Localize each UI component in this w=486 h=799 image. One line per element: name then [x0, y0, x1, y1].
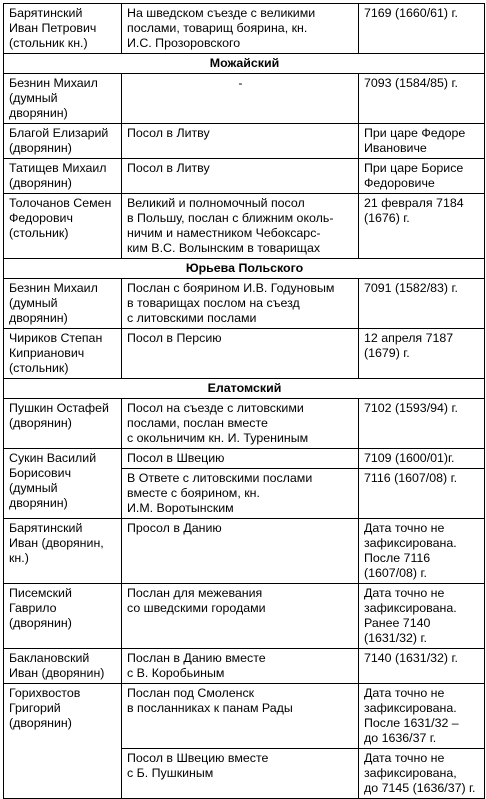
mission-cell: Посол в Литву — [122, 159, 359, 194]
mission-cell: Просол в Данию — [122, 519, 359, 584]
person-cell: Горихвостов Григорий (дворянин) — [4, 684, 122, 799]
date-cell: 7116 (1607/08) г. — [359, 469, 485, 519]
person-cell: Сукин Василий Борисович (думный дворянин) — [4, 449, 122, 519]
date-cell: Дата точно не зафиксирована. После 7116 (1607/08) г. — [359, 519, 485, 584]
date-cell: 21 февраля 7184 (1676) г. — [359, 194, 485, 259]
date-cell: 7169 (1660/61) г. — [359, 4, 485, 54]
table-row — [4, 74, 485, 124]
table-row — [4, 194, 485, 259]
person-cell: Благой Елизарий (дворянин) — [4, 124, 122, 159]
date-cell: При царе Борисе Федоровиче — [359, 159, 485, 194]
date-cell: 12 апреля 7187 (1679) г. — [359, 329, 485, 379]
person-cell: Безнин Михаил (думный дворянин) — [4, 279, 122, 329]
mission-cell: - — [122, 74, 359, 124]
person-cell: Пушкин Остафей (дворянин) — [4, 399, 122, 449]
section-title: Можайский — [4, 54, 485, 74]
table-row — [4, 449, 485, 469]
table-row — [4, 399, 485, 449]
mission-cell: Послан с боярином И.В. Годуновым в товарищах послом на съезд с литовскими послами — [122, 279, 359, 329]
date-cell: Дата точно не зафиксирована, до 7145 (1636/37) г. — [359, 749, 485, 799]
table-row — [4, 4, 485, 54]
mission-cell: На шведском съезде с великими послами, товарищ боярина, кн. И.С. Прозоровского — [122, 4, 359, 54]
section-row — [4, 54, 485, 74]
document-table — [3, 3, 485, 799]
person-cell: Чириков Степан Киприанович (стольник) — [4, 329, 122, 379]
mission-cell: Посол в Персию — [122, 329, 359, 379]
table-row — [4, 124, 485, 159]
date-cell: 7102 (1593/94) г. — [359, 399, 485, 449]
section-title: Юрьева Польского — [4, 259, 485, 279]
date-cell: Дата точно не зафиксирована. После 1631/32 – до 1636/37 г. — [359, 684, 485, 749]
table-row — [4, 649, 485, 684]
section-title: Елатомский — [4, 379, 485, 399]
date-cell: 7093 (1584/85) г. — [359, 74, 485, 124]
mission-cell: Посол в Швецию вместе с Б. Пушкиным — [122, 749, 359, 799]
table-row — [4, 584, 485, 649]
table-row — [4, 279, 485, 329]
person-cell: Барятинский Иван (дворянин, кн.) — [4, 519, 122, 584]
mission-cell: Посол на съезде с литовскими послами, послан вместе с окольничим кн. И. Турениным — [122, 399, 359, 449]
person-cell: Барятинский Иван Петрович (стольник кн.) — [4, 4, 122, 54]
table-row — [4, 519, 485, 584]
section-row — [4, 379, 485, 399]
table-row — [4, 329, 485, 379]
table-body — [4, 4, 485, 799]
table-row — [4, 159, 485, 194]
mission-cell: Послан под Смоленск в посланниках к панам Рады — [122, 684, 359, 749]
date-cell: Дата точно не зафиксирована. Ранее 7140 (1631/32) г. — [359, 584, 485, 649]
date-cell: 7091 (1582/83) г. — [359, 279, 485, 329]
person-cell: Баклановский Иван (дворянин) — [4, 649, 122, 684]
section-row — [4, 259, 485, 279]
mission-cell: В Ответе с литовскими послами вместе с боярином, кн. И.М. Воротынским — [122, 469, 359, 519]
date-cell: 7109 (1600/01)г. — [359, 449, 485, 469]
person-cell: Безнин Михаил (думный дворянин) — [4, 74, 122, 124]
person-cell: Толочанов Семен Федорович (стольник) — [4, 194, 122, 259]
mission-cell: Посол в Литву — [122, 124, 359, 159]
person-cell: Татищев Михаил (дворянин) — [4, 159, 122, 194]
mission-cell: Послан для межевания со шведскими городами — [122, 584, 359, 649]
mission-cell: Послан в Данию вместе с В. Коробьиным — [122, 649, 359, 684]
mission-cell: Великий и полномочный посол в Польшу, послан с ближним околь- ничим и наместником Чебоксарс- ким В.С. Волынским в товарищах — [122, 194, 359, 259]
table-row — [4, 684, 485, 749]
person-cell: Писемский Гаврило (дворянин) — [4, 584, 122, 649]
mission-cell: Посол в Швецию — [122, 449, 359, 469]
date-cell: 7140 (1631/32) г. — [359, 649, 485, 684]
date-cell: При царе Федоре Ивановиче — [359, 124, 485, 159]
